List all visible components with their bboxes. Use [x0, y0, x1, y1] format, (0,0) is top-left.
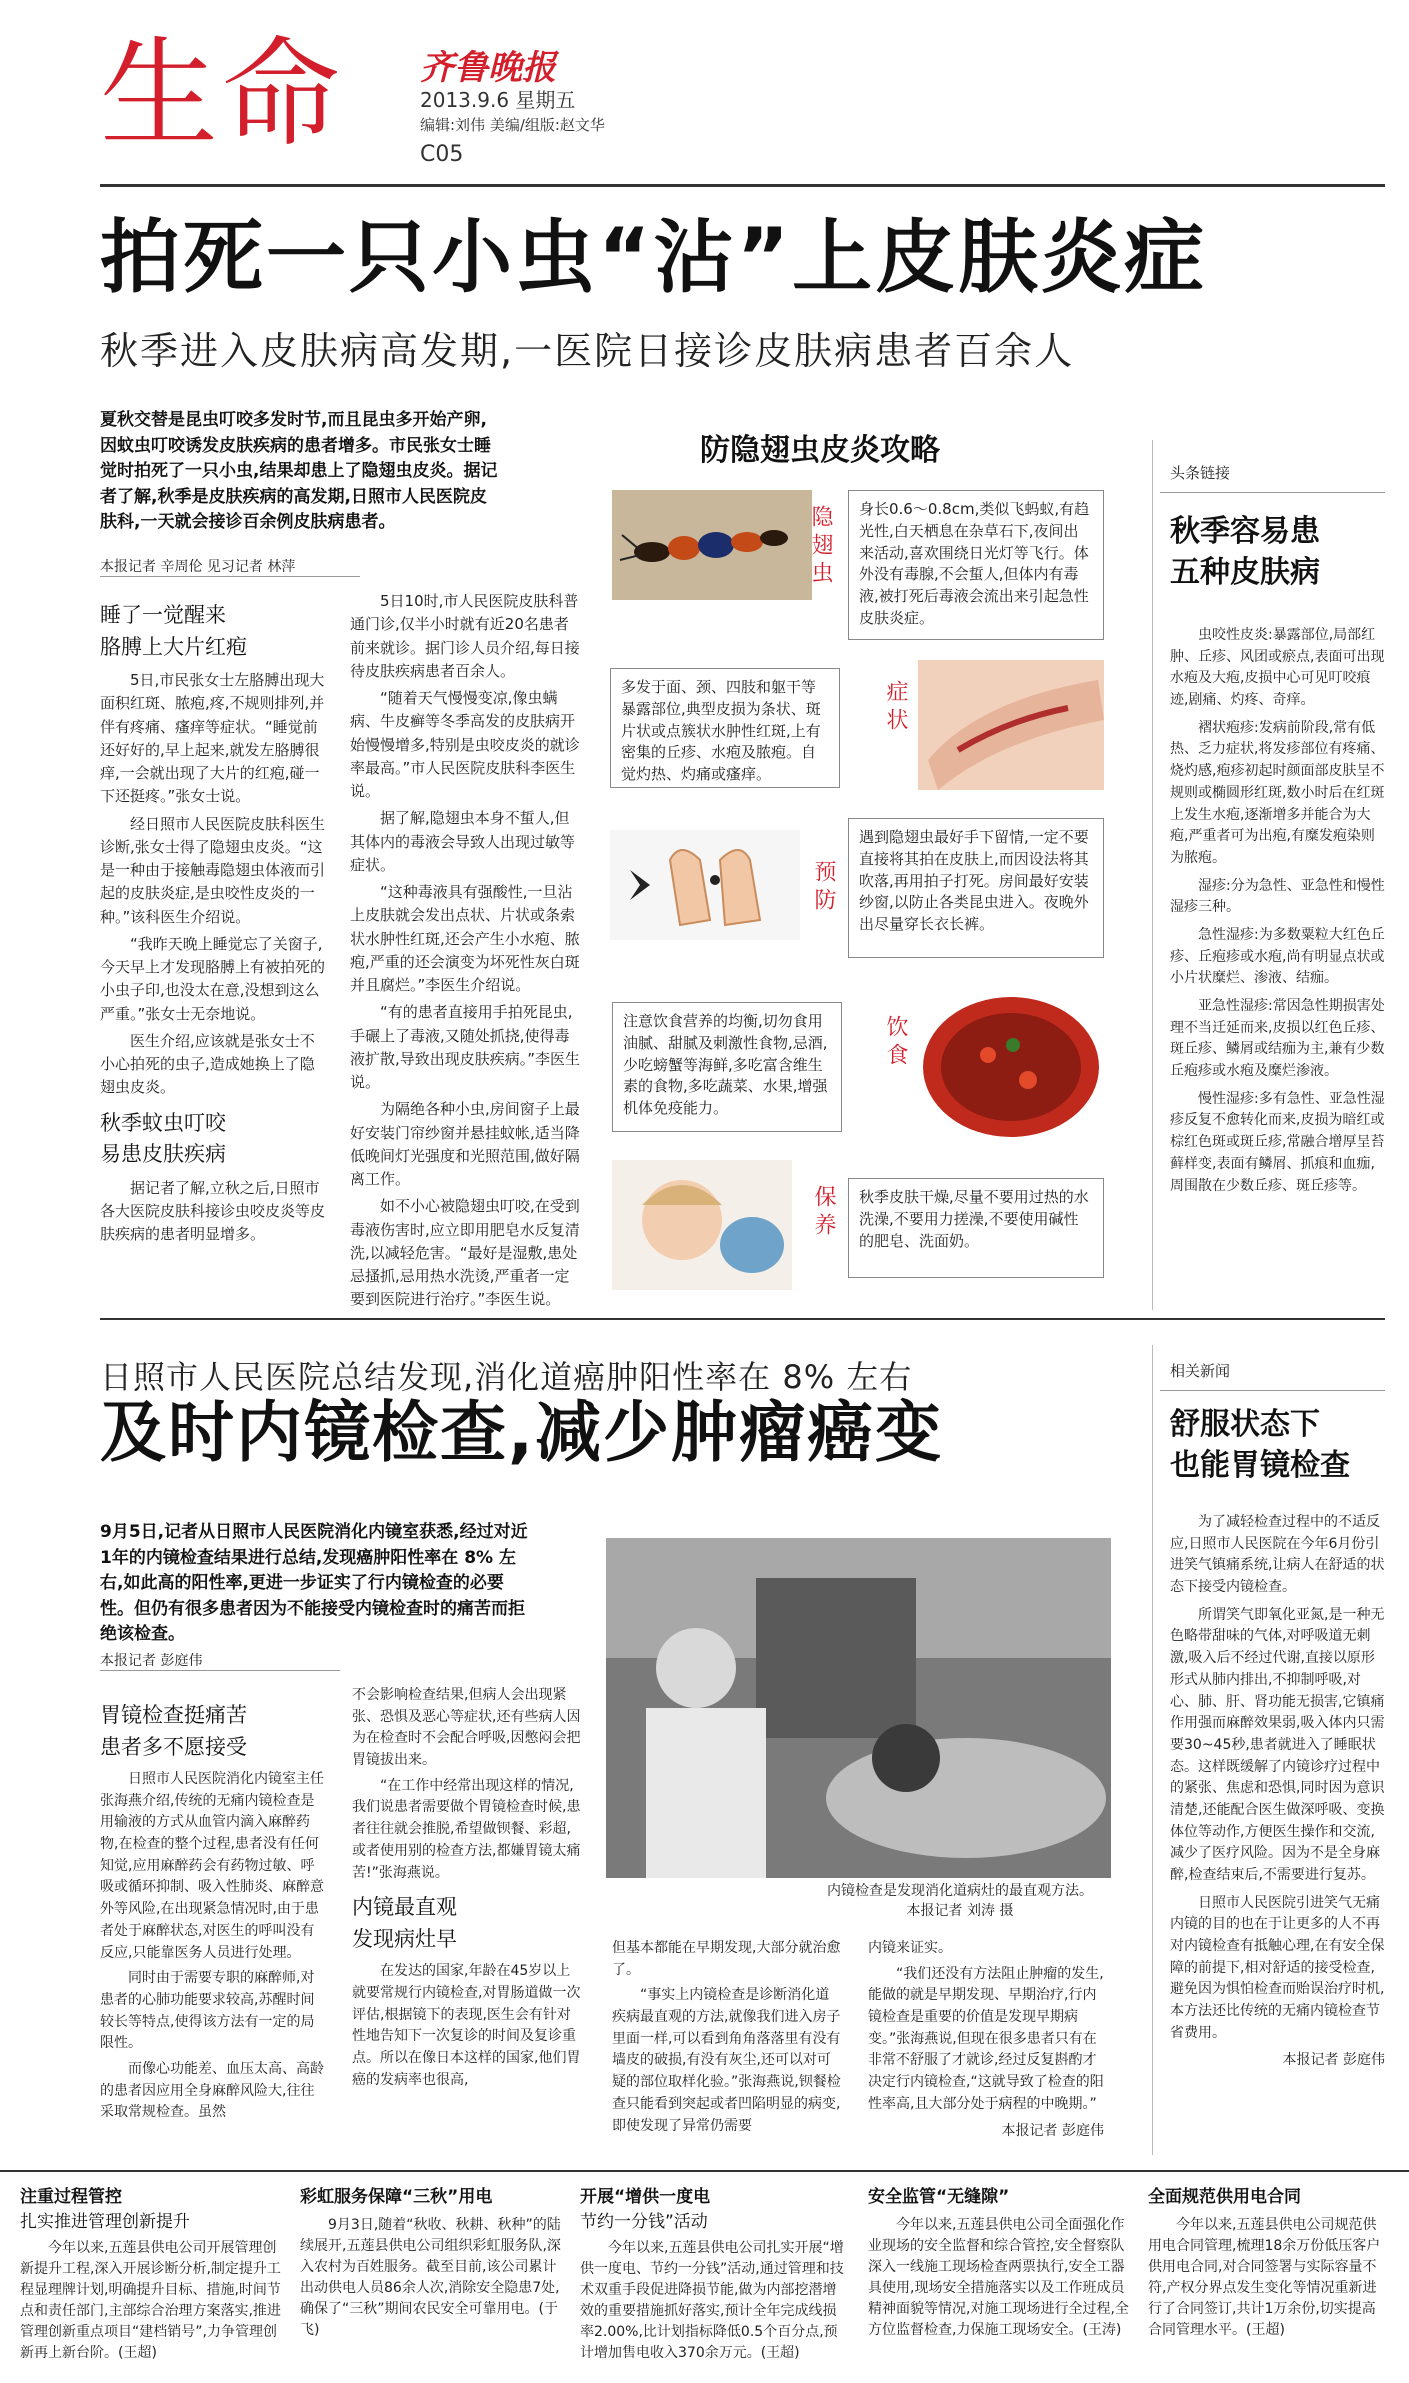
sidebar-headline — [1170, 1405, 1350, 1486]
byline-rule — [100, 576, 360, 577]
paragraph: 同时由于需要专职的麻醉师,对患者的心肺功能要求较高,苏醒时间较长等特点,使得该方法有一定的局限性。 — [100, 1970, 315, 2052]
sidebar2-byline: 本报记者 彭庭伟 — [1282, 2051, 1385, 2068]
child-photo — [612, 1160, 792, 1290]
paragraph: “有的患者直接用手拍死昆虫,手碾上了毒液,又随处抓挠,使得毒液扩散,导致出现皮肤疾病。”李医生说。 — [350, 1003, 581, 1091]
sidebar-rule — [1160, 492, 1385, 493]
sidebar-tag: 相关新闻 — [1170, 1362, 1231, 1380]
paragraph: 如不小心被隐翅虫叮咬,在受到毒液伤害时,应立即用肥皂水反复清洗,以减轻危害。“最好是湿敷,患处忌搔抓,忌用热水洗烫,严重者一定要到医院进行治疗。”李医生说。 — [350, 1197, 580, 1309]
sidebar-tag: 头条链接 — [1170, 464, 1231, 482]
col1-subheading: 胃镜检查挺痛苦 — [100, 1703, 247, 1727]
article2-col4 — [868, 1938, 1104, 2140]
paragraph: “这种毒液具有强酸性,一旦沾上皮肤就会发出点状、片状或条索状水肿性红斑,还会产生小水疱、脓疱,严重的还会演变为坏死性灰白斑并且腐烂。”李医生介绍说。 — [350, 883, 580, 994]
paragraph: 不会影响检查结果,但病人会出现紧张、恐惧及恶心等症状,还有些病人因为在检查时不会配合呼吸,因憋闷会把胃镜拔出来。 — [352, 1687, 581, 1769]
tip-label: 预防 — [811, 860, 836, 916]
footer-item-title: 开展“增供一度电 — [580, 2187, 711, 2207]
paragraph: “我昨天晚上睡觉忘了关窗子,今天早上才发现胳膊上有被拍死的小虫子印,也没太在意,没想到这么严重。”张女士无奈地说。 — [100, 934, 326, 1023]
paragraph: “在工作中经常出现这样的情况,我们说患者需要做个胃镜检查时候,患者往往就会推脱,希望做钡餐、彩超,或者使用别的检查方法,都嫌胃镜太痛苦!”张海燕说。 — [352, 1777, 581, 1881]
article2-subhead: 日照市人民医院总结发现,消化道癌肿阳性率在 8% 左右 — [100, 1358, 913, 1396]
rove-beetle-icon — [612, 490, 812, 600]
tip-label: 症状 — [883, 680, 908, 736]
paragraph: 日照市人民医院引进笑气无痛内镜的目的也在于让更多的人不再对内镜检查有抵触心理,在有安全保障的前提下,相对舒适的接受检查,避免因为惧怕检查而贻误治疗时机,本方法还比传统的无痛内镜检查节省费用。 — [1170, 1894, 1385, 2041]
paragraph: “我们还没有方法阻止肿瘤的发生,能做的就是早期发现、早期治疗,行内镜检查是重要的价值是发现早期病变。”张海燕说,但现在很多患者只有在非常不舒服了才就诊,经过反复斟酌才决定行内镜检查,“这就导致了检查的阳性率高,且大部分处于病程的中晚期。” — [868, 1965, 1104, 2112]
col1-subheading: 秋季蚊虫叮咬 — [100, 1110, 226, 1135]
paragraph: 经日照市人民医院皮肤科医生诊断,张女士得了隐翅虫皮炎。“这是一种由于接触毒隐翅虫体液而引起的皮肤炎症,是虫咬性皮炎的一种。”该科医生介绍说。 — [100, 814, 326, 926]
paragraph: 虫咬性皮炎:暴露部位,局部红肿、丘疹、风团或瘀点,表面可出现水疱及大疱,皮损中心可见叮咬痕迹,剧痛、灼疼、奇痒。 — [1170, 627, 1385, 709]
tip-label: 保养 — [811, 1185, 836, 1241]
article2-byline: 本报记者 彭庭伟 — [100, 1653, 203, 1669]
header-divider — [100, 184, 1385, 187]
footer-item-title: 全面规范供用电合同 — [1148, 2187, 1301, 2207]
hand-clap-icon — [610, 830, 800, 940]
footer-item — [868, 2182, 1130, 2341]
article2-byline-end: 本报记者 彭庭伟 — [1001, 2122, 1104, 2139]
footer-item — [1148, 2182, 1386, 2341]
paper-logo: 齐鲁晚报 — [420, 48, 556, 88]
footer-item-title: 注重过程管控 — [20, 2187, 122, 2207]
sidebar-headline — [1170, 512, 1320, 593]
byline-rule — [100, 1670, 340, 1671]
paragraph: 为隔绝各种小虫,房间窗子上最好安装门帘纱窗并悬挂蚊帐,适当降低晚间灯光强度和光照范围,做好隔离工作。 — [350, 1100, 580, 1188]
sidebar2-body — [1170, 1512, 1385, 2069]
article1-col1 — [100, 600, 328, 1246]
col1-subheading: 易患皮肤疾病 — [100, 1142, 226, 1166]
paragraph: 而像心功能差、血压太高、高龄的患者因应用全身麻醉风险大,往往采取常规检查。虽然 — [100, 2060, 324, 2121]
paragraph: 据记者了解,立秋之后,日照市各大医院皮肤科接诊虫咬皮炎等皮肤疾病的患者明显增多。 — [100, 1178, 326, 1243]
col2-subheading: 内镜最直观 — [352, 1895, 457, 1920]
sidebar-headline-line: 也能胃镜检查 — [1170, 1447, 1350, 1483]
tip-label: 饮食 — [883, 1015, 908, 1071]
article1-byline: 本报记者 辛周伦 见习记者 林萍 — [100, 559, 296, 575]
article1-lead: 夏秋交替是昆虫叮咬多发时节,而且昆虫多开始产卵,因蚊虫叮咬诱发皮肤疾病的患者增多。市民张女士睡觉时拍死了一只小虫,结果却患上了隐翅虫皮炎。据记者了解,秋季是皮肤疾病的高发期,日照市人民医院皮肤科,一天就会接诊百余例皮肤病患者。 — [100, 410, 498, 532]
paragraph: 医生介绍,应该就是张女士不小心拍死的虫子,造成她换上了隐翅虫皮炎。 — [100, 1031, 315, 1097]
article1-subhead: 秋季进入皮肤病高发期,一医院日接诊皮肤病患者百余人 — [100, 329, 1075, 373]
issue-date: 2013.9.6 星期五 — [420, 88, 576, 112]
article2-headline: 及时内镜检查,减少肿瘤癌变 — [100, 1394, 944, 1471]
article1-headline: 拍死一只小虫“沾”上皮肤炎症 — [100, 211, 1208, 304]
paragraph: “随着天气慢慢变凉,像虫螨病、牛皮癣等冬季高发的皮肤病开始慢慢增多,特别是虫咬皮炎的就诊率最高。”市人民医院皮肤科李医生说。 — [350, 689, 580, 800]
sidebar-headline-line: 秋季容易患 — [1170, 514, 1320, 549]
article2-col2 — [352, 1685, 584, 2091]
footer-item-text: 9月3日,随着“秋收、秋耕、秋种”的陆续展开,五莲县供电公司组织彩虹服务队,深入农村为百姓服务。截至目前,该公司累计出动供电人员86余人次,消除安全隐患7处,确保了“三秋”期间农民安全可靠用电。(于飞) — [300, 2217, 561, 2338]
footer-item — [580, 2182, 850, 2364]
tips-box-title: 防隐翅虫皮炎攻略 — [700, 433, 940, 468]
tip-text: 秋季皮肤干燥,尽量不要用过热的水洗澡,不要用力搓澡,不要使用碱性的肥皂、洗面奶。 — [848, 1178, 1104, 1278]
footer-item — [20, 2182, 282, 2364]
footer-item-subtitle: 节约一分钱”活动 — [580, 2212, 708, 2232]
article2-col3 — [612, 1938, 842, 2137]
footer-item-subtitle: 扎实推进管理创新提升 — [20, 2212, 190, 2232]
tip-text: 注意饮食营养的均衡,切勿食用油腻、甜腻及刺激性食物,忌酒,少吃螃蟹等海鲜,多吃富含维生素的食物,多吃蔬菜、水果,增强机体免疫能力。 — [612, 1002, 842, 1132]
article2-col1 — [100, 1700, 325, 2124]
sidebar1-body — [1170, 625, 1385, 1197]
section-divider — [100, 1318, 1385, 1320]
paragraph: “事实上内镜检查是诊断消化道疾病最直观的方法,就像我们进入房子里面一样,可以看到角角落落里有没有墙皮的破损,有没有灰尘,还可以对可疑的部位取样化验。”张海燕说,钡餐检查只能看到突起或者凹陷明显的病变,即使发现了异常仍需要 — [612, 1987, 841, 2134]
paragraph: 据了解,隐翅虫本身不蜇人,但其体内的毒液会导致人出现过敏等症状。 — [350, 809, 576, 874]
footer-divider — [0, 2170, 1409, 2172]
tip-text: 遇到隐翅虫最好手下留情,一定不要直接将其拍在皮肤上,而因设法将其吹落,再用拍子打死。房间最好安装纱窗,以防止各类昆虫进入。夜晚外出尽量穿长衣长裤。 — [848, 818, 1104, 958]
crayfish-dish-photo — [918, 985, 1104, 1145]
sidebar-headline-line: 舒服状态下 — [1170, 1407, 1320, 1442]
tip-label: 隐翅虫 — [808, 505, 833, 589]
paragraph: 5日10时,市人民医院皮肤科普通门诊,仅半小时就有近20名患者前来就诊。据门诊人员介绍,每日接待皮肤疾病患者百余人。 — [350, 592, 580, 680]
paragraph: 急性湿疹:为多数粟粒大红色丘疹、丘疱疹或水疱,尚有明显点状或小片状糜烂、渗液、结痂。 — [1170, 926, 1385, 987]
footer-item-text: 今年以来,五莲县供电公司开展管理创新提升工程,深入开展诊断分析,制定提升工程显理牌计划,明确提升目标、措施,时间节点和责任部门,主部综合治理方案落实,推进管理创新重点项目“建档销号”,力争管理创新再上新台阶。(王超) — [20, 2240, 281, 2361]
article2-lead: 9月5日,记者从日照市人民医院消化内镜室获悉,经过对近1年的内镜检查结果进行总结,发现癌肿阳性率在 8% 左右,如此高的阳性率,更进一步证实了行内镜检查的必要性。但仍有很多患者因为不能接受内镜检查时的痛苦而拒绝该检查。 — [100, 1522, 528, 1644]
sidebar-divider — [1152, 1345, 1153, 2155]
sidebar-headline-line: 五种皮肤病 — [1170, 554, 1320, 590]
paragraph: 所谓笑气即氧化亚氮,是一种无色略带甜味的气体,对呼吸道无刺激,吸入后不经过代谢,直接以原形形式从肺内排出,不抑制呼吸,对心、肺、肝、肾功能无损害,它镇痛作用强而麻醉效果弱,吸入体内只需要30~45秒,患者就进入了睡眠状态。这样既缓解了内镜诊疗过程中的紧张、焦虑和恐惧,同时因为意识清楚,还能配合医生做深呼吸、变换体位等动作,方便医生操作和交流,减少了医疗风险。因为不是全身麻醉,检查结束后,不需要进行复苏。 — [1170, 1606, 1385, 1883]
caption-line: 本报记者 刘涛 摄 — [906, 1903, 1014, 1919]
endoscopy-photo — [606, 1538, 1111, 1878]
paragraph: 亚急性湿疹:常因急性期损害处理不当迁延而来,皮损以红色丘疹、斑丘疹、鳞屑或结痂为主,兼有少数丘疱疹或水疱及糜烂渗液。 — [1170, 998, 1385, 1080]
footer-news-strip — [20, 2182, 1390, 2377]
sidebar-rule — [1160, 1390, 1385, 1391]
col1-subheading: 胳膊上大片红疱 — [100, 634, 247, 659]
paragraph: 但基本都能在早期发现,大部分就治愈了。 — [612, 1940, 841, 1978]
footer-item-title: 安全监管“无缝隙” — [868, 2187, 1010, 2207]
page-number: C05 — [420, 142, 464, 167]
paragraph: 在发达的国家,年龄在45岁以上就要常规行内镜检查,对胃肠道做一次评估,根据镜下的表现,医生会有针对性地告知下一次复诊的时间及复诊重点。所以在像日本这样的国家,他们胃癌的发病率也很高, — [352, 1963, 581, 2088]
paragraph: 日照市人民医院消化内镜室主任张海燕介绍,传统的无痛内镜检查是用输液的方式从血管内滴入麻醉药物,在检查的整个过程,患者没有任何知觉,应用麻醉药会有药物过敏、呼吸或循环抑制、吸入性肺炎、麻醉意外等风险,在出现紧急情况时,由于患者处于麻醉状态,对医生的呼叫没有反应,只能靠医务人员进行处理。 — [100, 1771, 324, 1961]
article1-col2 — [350, 590, 582, 1312]
editors-credit: 编辑:刘伟 美编/组版:赵文华 — [420, 116, 605, 134]
footer-item-text: 今年以来,五莲县供电公司规范供用电合同管理,梳理18余万份低压客户供用电合同,对合同签署与实际容量不符,产权分界点发生变化等情况重新进行了合同签订,共计1万余份,切实提高合同管理水平。(王超) — [1148, 2217, 1381, 2338]
paragraph: 湿疹:分为急性、亚急性和慢性湿疹三种。 — [1170, 877, 1385, 916]
paragraph: 内镜来证实。 — [868, 1940, 952, 1956]
tip-text: 多发于面、颈、四肢和躯干等暴露部位,典型皮损为条状、斑片状或点簇状水肿性红斑,上有密集的丘疹、水疱及脓疱。自觉灼热、灼痛或瘙痒。 — [610, 668, 840, 788]
footer-item-title: 彩虹服务保障“三秋”用电 — [300, 2187, 493, 2207]
footer-item-text: 今年以来,五莲县供电公司全面强化作业现场的安全监督和综合管控,安全督察队深入一线施工现场检查两票执行,安全工器具使用,现场安全措施落实以及工作班成员精神面貌等情况,对施工现场进行全过程,全方位监督检查,力保施工现场安全。(王涛) — [868, 2217, 1129, 2338]
footer-item — [300, 2182, 562, 2341]
footer-item-text: 今年以来,五莲县供电公司扎实开展“增供一度电、节约一分钱”活动,通过管理和技术双重手段促进降损节能,做为内部挖潜增效的重要措施抓好落实,预计全年完成线损率2.00%,比计划指标降低0.5个百分点,预计增加售电收入370余万元。(王超) — [580, 2240, 844, 2361]
sidebar-divider — [1152, 440, 1153, 1310]
paragraph: 慢性湿疹:多有急性、亚急性湿疹反复不愈转化而来,皮损为暗红或棕红色斑或斑丘疹,常融合增厚呈苔藓样变,表面有鳞屑、抓痕和血痂,周围散在少数丘疹、斑丘疹等。 — [1170, 1090, 1385, 1194]
col1-subheading: 睡了一觉醒来 — [100, 603, 226, 627]
paragraph: 为了减轻检查过程中的不适反应,日照市人民医院在今年6月份引进笑气镇痛系统,让病人在舒适的状态下接受内镜检查。 — [1170, 1514, 1385, 1596]
photo-caption — [780, 1880, 1140, 1920]
skin-rash-photo — [918, 660, 1104, 790]
section-title: 生命 — [100, 25, 345, 163]
paragraph: 5日,市民张女士左胳膊出现大面积红斑、脓疱,疼,不规则排列,并伴有疼痛、瘙痒等症状。“睡觉前还好好的,早上起来,就发左胳膊很痒,一会就出现了大片的红疱,碰一下还挺疼。”张女士说。 — [100, 671, 325, 806]
paragraph: 褶状疱疹:发病前阶段,常有低热、乏力症状,将发疹部位有疼痛、烧灼感,疱疹初起时颜面部皮肤呈不规则或椭圆形红斑,数小时后在红斑上发生水疱,逐渐增多并能合为大疱,严重者可为出疱,有糜发疱染则为脓疱。 — [1170, 719, 1385, 866]
col1-subheading: 患者多不愿接受 — [100, 1734, 247, 1759]
caption-line: 内镜检查是发现消化道病灶的最直观方法。 — [827, 1883, 1093, 1899]
tip-text: 身长0.6～0.8cm,类似飞蚂蚁,有趋光性,白天栖息在杂草石下,夜间出来活动,喜欢围绕日光灯等飞行。体外没有毒腺,不会蜇人,但体内有毒液,被打死后毒液会流出来引起急性皮肤炎症。 — [848, 490, 1104, 640]
col2-subheading: 发现病灶早 — [352, 1926, 457, 1951]
